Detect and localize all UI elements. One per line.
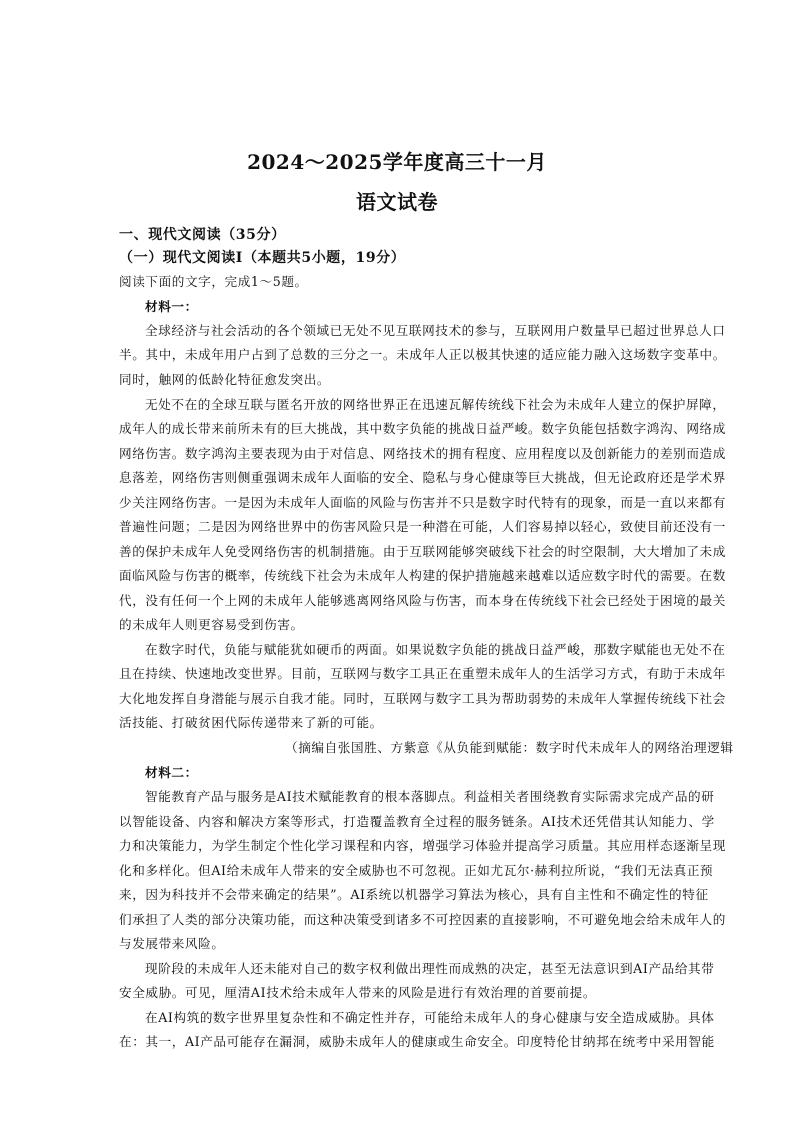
- material2-line: 化和多样化。但AI给未成年人带来的安全威胁也不可忽视。正如尤瓦尔·赫利拉所说，“我们无法真正预: [119, 863, 714, 878]
- material1-line: 面临风险与伤害的概率，传统线下社会为未成年人构建的保护措施越来越难以适应数字时代的需要。在数: [119, 568, 726, 583]
- material1-line: 少关注网络伤害。一是因为未成年人面临的风险与伤害并不只是数字时代特有的现象，而是一直以来都有: [119, 495, 726, 510]
- material1-line: 大化地发挥自身潜能与展示自我才能。同时，互联网与数字工具为帮助弱势的未成年人掌握传统线下社会: [119, 691, 726, 706]
- material1-line: 网络伤害。数字鸿沟主要表现为由于对信息、网络技术的拥有程度、应用程度以及创新能力的差别而造成: [119, 446, 726, 461]
- material2-label: 材料二：: [145, 765, 198, 780]
- material1-label: 材料一：: [145, 299, 198, 314]
- material2-line: 以智能设备、内容和解决方案等形式，打造覆盖教育全过程的服务链条。AI技术还凭借其认知能力、学: [119, 814, 715, 829]
- material2-line: 安全威胁。可见，厘清AI技术给未成年人带来的风险是进行有效治理的首要前提。: [119, 985, 597, 1000]
- material1-line: 善的保护未成年人免受网络伤害的机制措施。由于互联网能够突破线下社会的时空限制，大大增加了未成: [119, 544, 726, 559]
- material1-line: 无处不在的全球互联与匿名开放的网络世界正在迅速瓦解传统线下社会为未成年人建立的保护屏障，: [145, 397, 726, 412]
- material2-line: 们承担了人类的部分决策功能，而这种决策受到诸多不可控因素的直接影响，不可避免地会给未成年人的: [119, 912, 726, 927]
- material2-line: 力和决策能力，为学生制定个性化学习课程和内容，增强学习体验并提高学习质量。其应用样态逐渐呈现: [119, 838, 726, 853]
- material1-line: 息落差，网络伤害则侧重强调未成年人面临的安全、隐私与身心健康等巨大挑战，但无论政府还是学术界: [119, 470, 726, 485]
- material1-line: 成年人的成长带来前所未有的巨大挑战，其中数字负能的挑战日益严峻。数字负能包括数字鸿沟、网络成: [119, 421, 726, 436]
- reading-instruction: 阅读下面的文字，完成1～5题。: [119, 274, 308, 289]
- material1-line: 活技能、打破贫困代际传递带来了新的可能。: [119, 715, 383, 730]
- material1-source: （摘编自张国胜、方紫意《从负能到赋能：数字时代未成年人的网络治理逻辑: [285, 740, 734, 755]
- material1-line: 全球经济与社会活动的各个领域已无处不见互联网技术的参与，互联网用户数量早已超过世界总人口: [145, 323, 726, 338]
- section-subheading: （一）现代文阅读Ⅰ（本题共5小题，19分）: [119, 250, 406, 266]
- material1-line: 普遍性问题；二是因为网络世界中的伤害风险只是一种潜在可能，人们容易掉以轻心，致使目前还没有一: [119, 519, 726, 534]
- material1-line: 同时，触网的低龄化特征愈发突出。: [119, 372, 331, 387]
- material1-line: 的未成年人则更容易受到伤害。: [119, 617, 304, 632]
- section-heading: 一、现代文阅读（35分）: [119, 227, 286, 243]
- material1-line: 在数字时代，负能与赋能犹如硬币的两面。如果说数字负能的挑战日益严峻，那数字赋能也无处不在: [145, 642, 726, 657]
- material2-line: 来，因为科技并不会带来确定的结果”。AI系统以机器学习算法为核心，具有自主性和不确定性的特征: [119, 887, 709, 902]
- material2-line: 智能教育产品与服务是AI技术赋能教育的根本落脚点。利益相关者围绕教育实际需求完成产品的研: [145, 789, 715, 804]
- exam-title-subject: 语文试卷: [356, 190, 438, 214]
- material1-line: 半。其中，未成年用户占到了总数的三分之一。未成年人正以极其快速的适应能力融入这场数字变革中。: [119, 347, 726, 362]
- exam-title-year: 2024～2025学年度高三十一月: [247, 150, 547, 174]
- material2-line: 现阶段的未成年人还未能对自己的数字权利做出理性而成熟的决定，甚至无法意识到AI产品给其带: [145, 961, 715, 976]
- material2-line: 在：其一，AI产品可能存在漏洞，威胁未成年人的健康或生命安全。印度特伦甘纳邦在统考中采用智能: [119, 1034, 715, 1049]
- material1-line: 且在持续、快速地改变世界。目前，互联网与数字工具正在重塑未成年人的生活学习方式，有助于未成年: [119, 666, 726, 681]
- material2-line: 在AI构筑的数字世界里复杂性和不确定性并存，可能给未成年人的身心健康与安全造成威胁。具体: [145, 1010, 715, 1025]
- material1-line: 代，没有任何一个上网的未成年人能够逃离网络风险与伤害，而本身在传统线下社会已经处于困境的最关: [119, 593, 726, 608]
- material2-line: 与发展带来风险。: [119, 936, 225, 951]
